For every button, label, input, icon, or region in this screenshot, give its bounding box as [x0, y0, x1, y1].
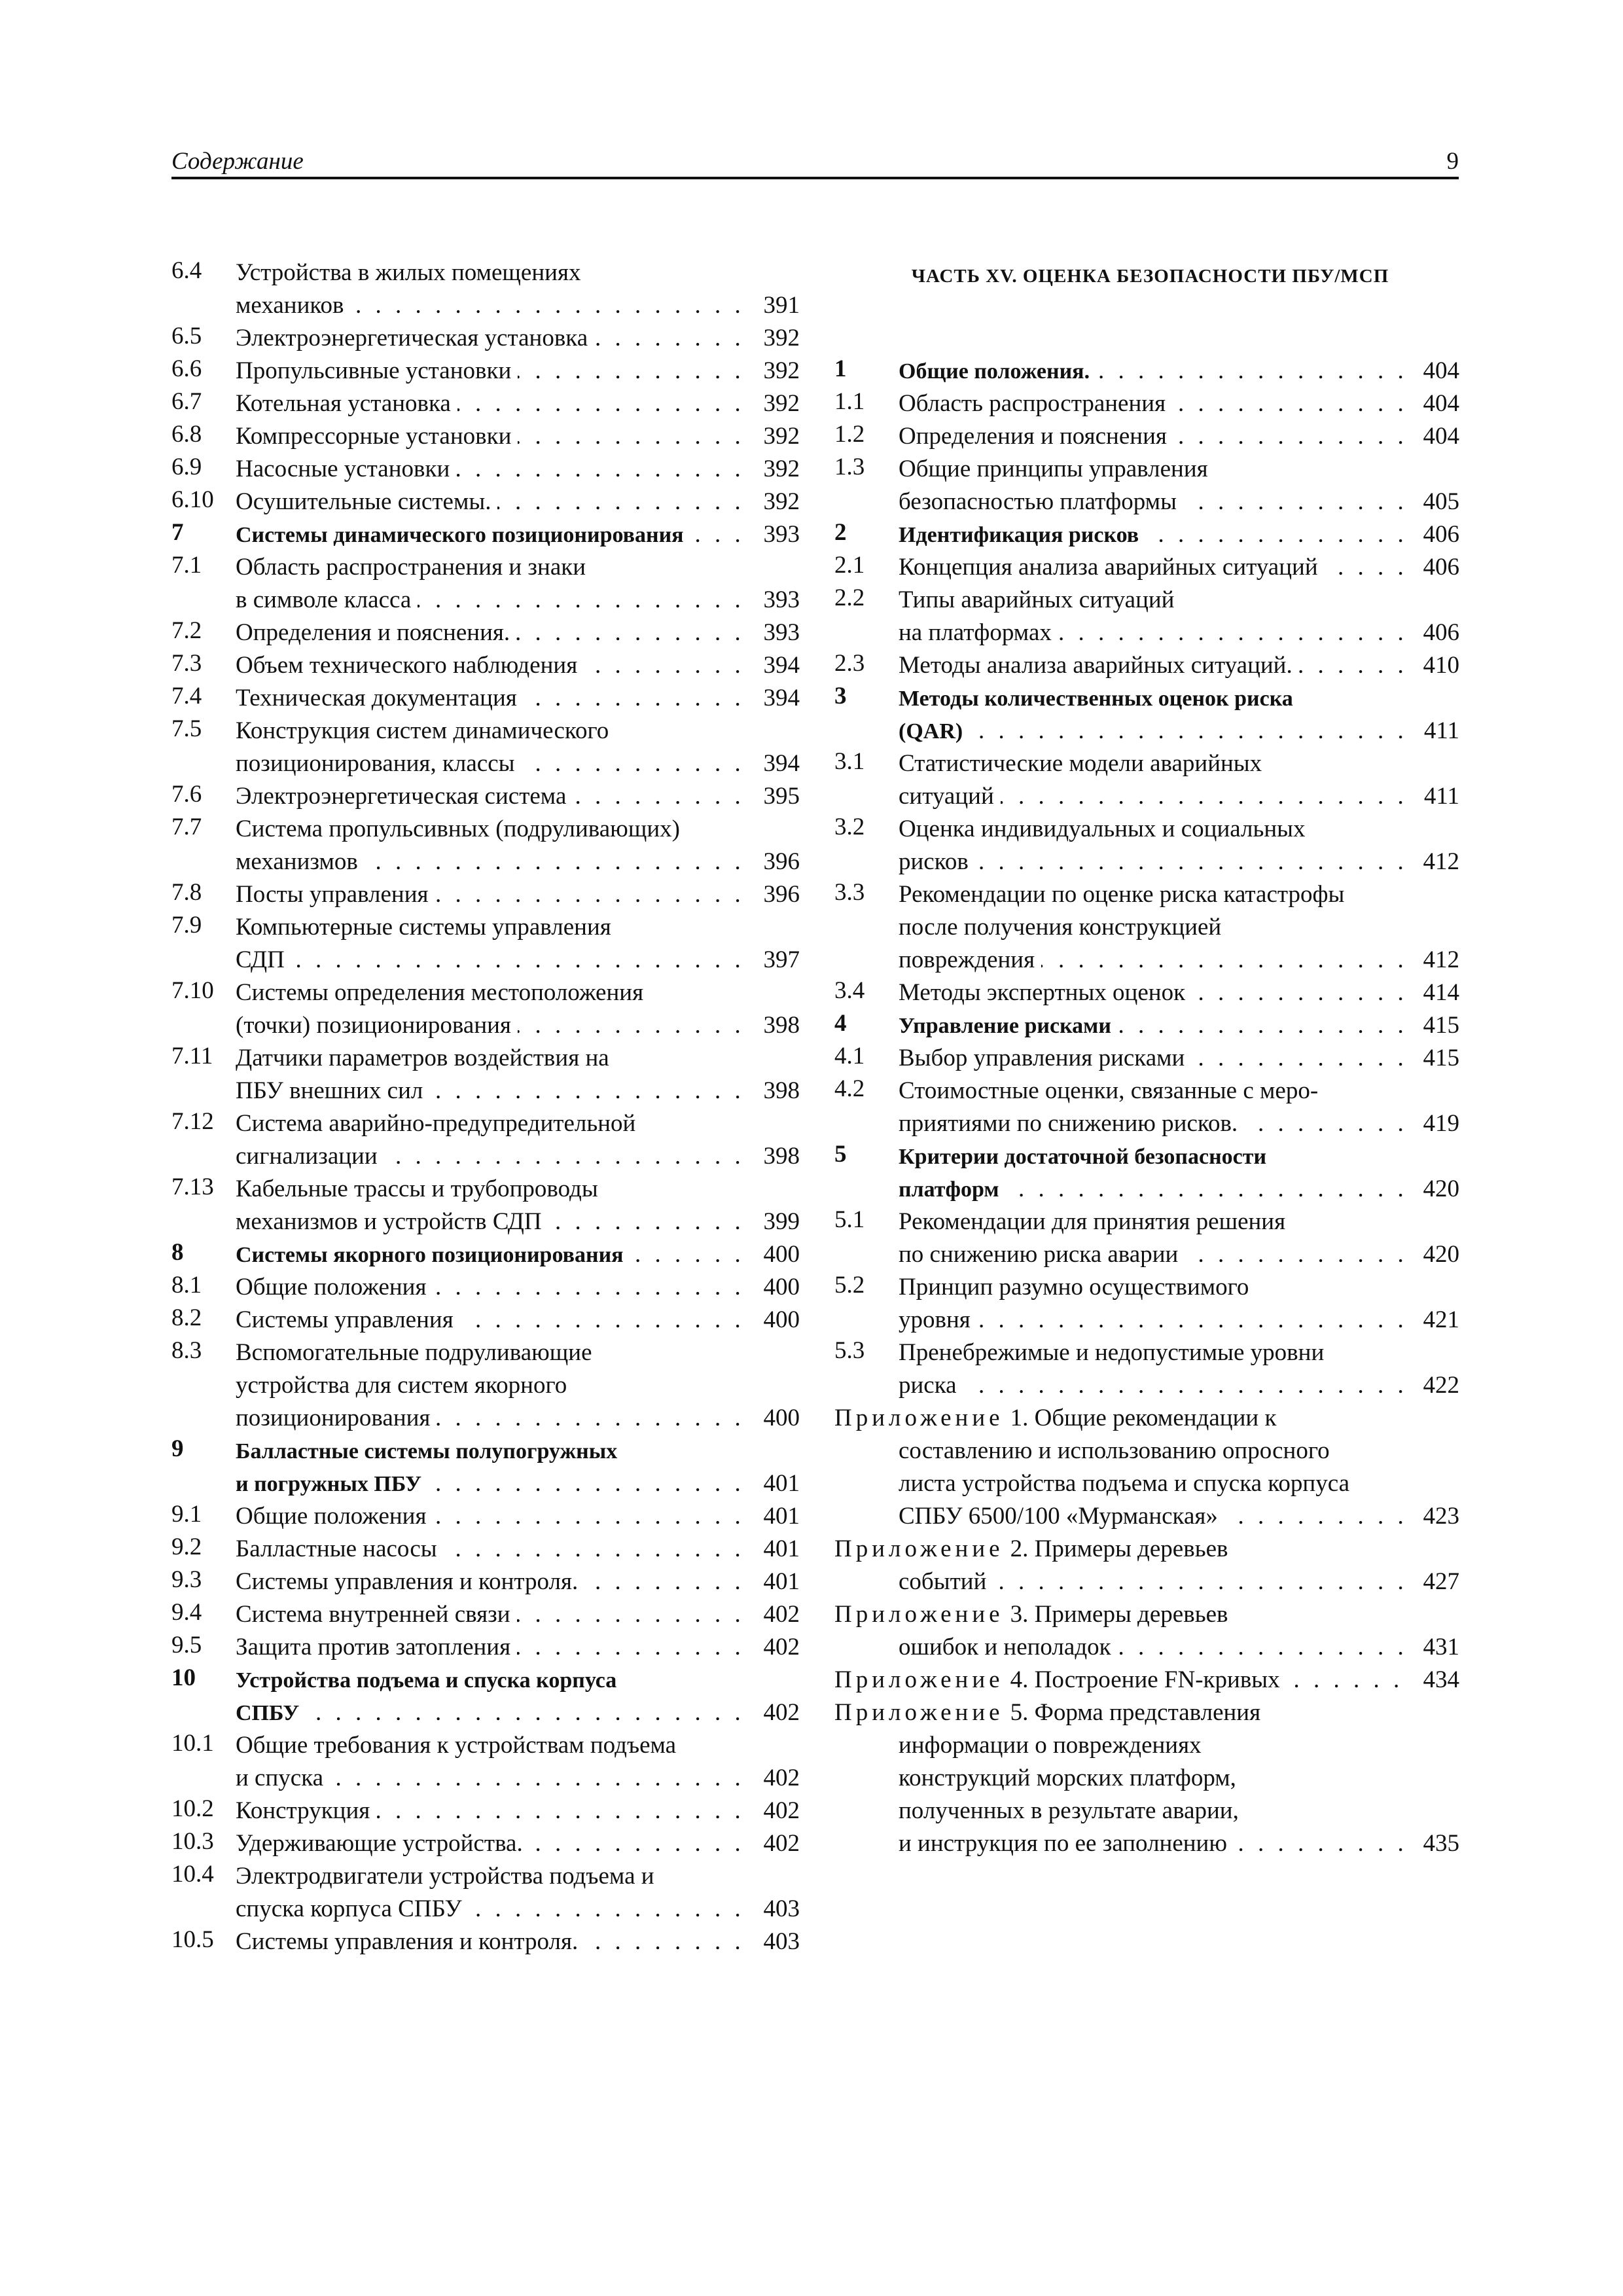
- toc-entry[interactable]: [171, 1107, 800, 1173]
- toc-page-number: 396: [756, 846, 800, 878]
- toc-entry-number: 8.2: [171, 1304, 202, 1331]
- toc-entry-title: Насосные установки: [236, 456, 456, 482]
- toc-entry-number: 7.5: [171, 715, 202, 742]
- part-title: ЧАСТЬ XV. ОЦЕНКА БЕЗОПАСНОСТИ ПБУ/МСП: [911, 266, 1389, 287]
- toc-entry-title: Системы динамического позиционирования: [236, 523, 690, 547]
- toc-entry[interactable]: [171, 518, 800, 551]
- appendix-title: 3. Примеры деревьев: [1010, 1601, 1228, 1628]
- toc-entry-title: Система пропульсивных (подруливающих): [236, 816, 680, 842]
- toc-entry[interactable]: [834, 977, 1459, 1009]
- toc-entry-title: Область распространения: [899, 390, 1172, 417]
- toc-page-number: 403: [756, 1926, 800, 1958]
- toc-entry-title: безопасностью платформы: [899, 488, 1183, 515]
- running-header: [171, 141, 1459, 180]
- toc-entry-title: Устройства в жилых помещениях: [236, 259, 581, 286]
- toc-page-number: 392: [756, 322, 800, 355]
- toc-entry[interactable]: [834, 1206, 1459, 1271]
- toc-entry-title: Электроэнергетическая установка: [236, 325, 594, 351]
- toc-entry-number: 7.6: [171, 781, 202, 808]
- toc-entry[interactable]: [834, 420, 1459, 453]
- toc-entry-number: 4.1: [834, 1043, 865, 1069]
- toc-entry-title: механизмов и устройств СДП: [236, 1208, 548, 1235]
- toc-entry[interactable]: [834, 1042, 1459, 1075]
- toc-entry-number: 7.11: [171, 1043, 213, 1069]
- toc-page-number: 398: [756, 1140, 800, 1173]
- toc-entry-title: Кабельные трассы и трубопроводы: [236, 1175, 598, 1202]
- toc-entry-number: 6.8: [171, 421, 202, 448]
- toc-entry-title: по снижению риска аварии: [899, 1241, 1185, 1268]
- toc-entry-number: 8.3: [171, 1337, 202, 1364]
- toc-entry-number: 1.1: [834, 388, 865, 415]
- appendix-title: событий: [899, 1568, 993, 1595]
- toc-entry-title: (QAR): [899, 719, 969, 744]
- toc-entry-title: и погружных ПБУ: [236, 1472, 428, 1496]
- toc-entry-title: после получения конструкцией: [899, 914, 1222, 941]
- toc-entry-number: 9.4: [171, 1599, 202, 1626]
- toc-entry-title: Конструкция систем динамического: [236, 717, 609, 744]
- toc-entry[interactable]: [171, 1238, 800, 1271]
- toc-entry[interactable]: [171, 1500, 800, 1533]
- toc-entry-title: повреждения: [899, 946, 1041, 973]
- appendix-title: ошибок и неполадок: [899, 1634, 1118, 1660]
- toc-entry[interactable]: [171, 1533, 800, 1566]
- appendix-label: Приложение: [834, 1535, 1004, 1562]
- toc-entry-number: 4.2: [834, 1075, 865, 1102]
- toc-entry[interactable]: [834, 453, 1459, 518]
- appendix-title: полученных в результате аварии,: [899, 1797, 1239, 1824]
- toc-page-number: 410: [1416, 649, 1460, 682]
- toc-page-number: 423: [1416, 1500, 1460, 1533]
- toc-entry-title: Система аварийно-предупредительной: [236, 1110, 636, 1137]
- toc-entry[interactable]: [171, 977, 800, 1042]
- toc-page-number: 401: [756, 1500, 800, 1533]
- toc-entry-number: 10: [171, 1664, 196, 1691]
- toc-entry-title: сигнализации: [236, 1143, 384, 1170]
- toc-entry[interactable]: [171, 1664, 800, 1729]
- toc-entry-number: 7.3: [171, 650, 202, 677]
- appendix-title: информации о повреждениях: [899, 1732, 1202, 1759]
- toc-page-number: 393: [756, 584, 800, 617]
- toc-entry[interactable]: [171, 1729, 800, 1795]
- toc-entry-title: Типы аварийных ситуаций: [899, 586, 1175, 613]
- toc-entry-number: 6.7: [171, 388, 202, 415]
- toc-entry[interactable]: [171, 355, 800, 387]
- toc-entry-number: 3.4: [834, 977, 865, 1004]
- toc-page-number: 415: [1416, 1009, 1460, 1042]
- toc-page-number: 401: [756, 1533, 800, 1566]
- toc-entry-number: 7.7: [171, 814, 202, 840]
- toc-page-number: 431: [1416, 1631, 1460, 1664]
- toc-entry-number: 3: [834, 683, 847, 709]
- toc-entry-title: Критерии достаточной безопасности: [899, 1145, 1267, 1169]
- toc-page-number: 400: [756, 1238, 800, 1271]
- toc-page-number: 422: [1416, 1369, 1460, 1402]
- toc-entry-title: ПБУ внешних сил: [236, 1077, 429, 1104]
- toc-entry-title: Общие положения: [236, 1503, 433, 1530]
- toc-entry[interactable]: [171, 780, 800, 813]
- toc-entry-number: 7: [171, 519, 184, 546]
- toc-entry-title: Посты управления: [236, 881, 435, 908]
- toc-entry[interactable]: [834, 1140, 1459, 1206]
- toc-entry-number: 10.1: [171, 1730, 214, 1757]
- toc-page-number: 412: [1416, 846, 1460, 878]
- toc-page-number: 398: [756, 1009, 800, 1042]
- toc-page-number: 402: [756, 1795, 800, 1827]
- toc-entry-title: СДП: [236, 946, 291, 973]
- toc-entry-title: Котельная установка: [236, 390, 457, 417]
- toc-entry-number: 5.3: [834, 1337, 865, 1364]
- toc-page-number: 392: [756, 420, 800, 453]
- toc-entry[interactable]: [834, 1009, 1459, 1042]
- toc-entry[interactable]: [171, 1173, 800, 1238]
- toc-entry-number: 7.13: [171, 1174, 214, 1200]
- toc-entry-title: Техническая документация: [236, 685, 524, 711]
- toc-page-number: 406: [1416, 518, 1460, 551]
- toc-page-number: 400: [756, 1402, 800, 1435]
- toc-entry-title: Рекомендации по оценке риска катастрофы: [899, 881, 1345, 908]
- toc-entry[interactable]: [834, 682, 1459, 747]
- toc-entry-title: Общие требования к устройствам подъема: [236, 1732, 677, 1759]
- appendix-title: и инструкция по ее заполнению: [899, 1830, 1234, 1857]
- toc-entry-title: риска: [899, 1372, 963, 1399]
- toc-entry-title: Балластные насосы: [236, 1535, 444, 1562]
- toc-entry-title: приятиями по снижению рисков.: [899, 1110, 1244, 1137]
- toc-appendix[interactable]: [834, 1664, 1459, 1696]
- toc-entry[interactable]: [171, 617, 800, 649]
- toc-page-number: 402: [756, 1598, 800, 1631]
- toc-page-number: 404: [1416, 420, 1460, 453]
- toc-entry-title: Объем технического наблюдения: [236, 652, 584, 679]
- toc-page-number: 403: [756, 1893, 800, 1926]
- toc-page-number: 411: [1416, 715, 1459, 747]
- toc-entry-title: Электроэнергетическая система: [236, 783, 573, 810]
- toc-entry-number: 7.2: [171, 617, 202, 644]
- toc-entry[interactable]: [171, 453, 800, 486]
- toc-entry[interactable]: [171, 257, 800, 322]
- toc-entry[interactable]: [171, 420, 800, 453]
- toc-entry[interactable]: [171, 322, 800, 355]
- toc-entry-title: Определения и пояснения: [899, 423, 1173, 450]
- toc-entry-title: ситуаций: [899, 783, 1001, 810]
- toc-page-number: 406: [1416, 551, 1460, 584]
- toc-entry-title: Электродвигатели устройства подъема и: [236, 1863, 654, 1890]
- toc-entry-title: Принцип разумно осуществимого: [899, 1274, 1249, 1300]
- toc-entry[interactable]: [834, 387, 1459, 420]
- toc-page-number: 427: [1416, 1566, 1460, 1598]
- toc-entry-number: 1.2: [834, 421, 865, 448]
- toc-page-number: 401: [756, 1467, 800, 1500]
- toc-entry-number: 9.2: [171, 1534, 202, 1560]
- toc-page-number: 400: [756, 1304, 800, 1336]
- toc-entry-number: 2: [834, 519, 847, 546]
- toc-entry-title: Общие принципы управления: [899, 456, 1208, 482]
- toc-entry-number: 3.1: [834, 748, 865, 775]
- toc-entry-title: Определения и пояснения.: [236, 619, 516, 646]
- toc-entry-title: (точки) позиционирования: [236, 1012, 518, 1039]
- toc-entry-number: 10.2: [171, 1795, 214, 1822]
- toc-entry[interactable]: [834, 1075, 1459, 1140]
- toc-page-number: 394: [756, 682, 800, 715]
- toc-entry[interactable]: [171, 486, 800, 518]
- toc-entry[interactable]: [834, 1336, 1459, 1402]
- appendix-title: 5. Форма представления: [1010, 1699, 1261, 1726]
- toc-entry[interactable]: [171, 715, 800, 780]
- toc-entry-number: 1.3: [834, 454, 865, 480]
- appendix-title: 2. Примеры деревьев: [1010, 1535, 1228, 1562]
- toc-entry-number: 5.2: [834, 1272, 865, 1299]
- toc-right-entries: [834, 355, 1459, 1402]
- toc-entry[interactable]: [171, 1336, 800, 1435]
- toc-entry-title: спуска корпуса СПБУ: [236, 1895, 469, 1922]
- toc-entry-number: 7.8: [171, 879, 202, 906]
- toc-page-number: 421: [1416, 1304, 1460, 1336]
- toc-entry-title: Системы определения местоположения: [236, 979, 644, 1006]
- toc-entry-title: Методы количественных оценок риска: [899, 687, 1293, 711]
- toc-page-number: 404: [1416, 355, 1460, 387]
- toc-entry-number: 6.10: [171, 486, 214, 513]
- toc-entry-title: Пропульсивные установки: [236, 357, 518, 384]
- toc-entry-title: уровня: [899, 1306, 977, 1333]
- toc-entry-number: 6.6: [171, 355, 202, 382]
- toc-entry-title: на платформах: [899, 619, 1058, 646]
- toc-page-number: 392: [756, 387, 800, 420]
- toc-entry-title: устройства для систем якорного: [236, 1372, 567, 1399]
- toc-page-number: 412: [1416, 944, 1460, 977]
- toc-entry-title: Общие положения: [236, 1274, 433, 1300]
- toc-entry-title: Удерживающие устройства.: [236, 1830, 529, 1857]
- appendix-label: Приложение: [834, 1405, 1004, 1431]
- toc-entry[interactable]: [171, 878, 800, 911]
- toc-entry-title: позиционирования: [236, 1405, 437, 1431]
- toc-appendix[interactable]: [834, 1598, 1459, 1664]
- toc-appendix[interactable]: [834, 1402, 1459, 1533]
- toc-entry[interactable]: [171, 1926, 800, 1958]
- toc-entry-title: Методы экспертных оценок: [899, 979, 1192, 1006]
- toc-entry-title: Система внутренней связи: [236, 1601, 517, 1628]
- toc-entry-title: и спуска: [236, 1765, 330, 1791]
- header-page-number: 9: [1446, 148, 1459, 175]
- toc-entry-title: механизмов: [236, 848, 365, 875]
- toc-page-number: 419: [1416, 1107, 1460, 1140]
- appendix-title: 1. Общие рекомендации к: [1010, 1405, 1277, 1431]
- toc-entry[interactable]: [171, 1566, 800, 1598]
- toc-entry-number: 3.3: [834, 879, 865, 906]
- toc-entry-title: Компьютерные системы управления: [236, 914, 611, 941]
- toc-entry[interactable]: [171, 1827, 800, 1860]
- toc-page-number: 435: [1416, 1827, 1460, 1860]
- toc-entry-title: Системы управления: [236, 1306, 460, 1333]
- toc-entry-title: механиков: [236, 292, 350, 319]
- header-rule: [171, 177, 1459, 179]
- toc-entry-number: 10.4: [171, 1861, 214, 1888]
- toc-page-number: 402: [756, 1631, 800, 1664]
- toc-page-number: 392: [756, 453, 800, 486]
- toc-entry-title: Оценка индивидуальных и социальных: [899, 816, 1306, 842]
- toc-entry-number: 6.4: [171, 257, 202, 284]
- toc-entry-number: 9.5: [171, 1632, 202, 1659]
- toc-appendix[interactable]: [834, 1533, 1459, 1598]
- toc-entry-title: платформ: [899, 1177, 1006, 1202]
- toc-entry[interactable]: [171, 1860, 800, 1926]
- toc-page-number: 391: [756, 289, 800, 322]
- toc-entry-title: Пренебрежимые и недопустимые уровни: [899, 1339, 1325, 1366]
- toc-page-number: 395: [756, 780, 800, 813]
- toc-entry-number: 3.2: [834, 814, 865, 840]
- toc-entry[interactable]: [171, 551, 800, 617]
- toc-entry[interactable]: [834, 355, 1459, 387]
- toc-entry-number: 7.10: [171, 977, 214, 1004]
- toc-entry-number: 9: [171, 1435, 184, 1462]
- toc-entry[interactable]: [171, 387, 800, 420]
- toc-page-number: 434: [1416, 1664, 1460, 1696]
- toc-page-number: 400: [756, 1271, 800, 1304]
- appendix-title: листа устройства подъема и спуска корпуса: [899, 1470, 1349, 1497]
- toc-entry-title: Компрессорные установки: [236, 423, 518, 450]
- toc-entry-title: Защита против затопления: [236, 1634, 517, 1660]
- toc-entry[interactable]: [171, 682, 800, 715]
- toc-entry-title: Балластные системы полупогружных: [236, 1439, 618, 1463]
- toc-appendix[interactable]: [834, 1696, 1459, 1860]
- toc-entry-title: Методы анализа аварийных ситуаций.: [899, 652, 1299, 679]
- toc-entry-title: Конструкция: [236, 1797, 376, 1824]
- appendix-title: 4. Построение FN-кривых: [1010, 1666, 1287, 1693]
- appendix-title: конструкций морских платформ,: [899, 1765, 1236, 1791]
- toc-page-number: 420: [1416, 1238, 1460, 1271]
- toc-entry[interactable]: [834, 878, 1459, 977]
- toc-entry-title: Осушительные системы.: [236, 488, 497, 515]
- toc-entry[interactable]: [834, 813, 1459, 878]
- toc-entry[interactable]: [834, 518, 1459, 551]
- toc-page-number: 396: [756, 878, 800, 911]
- toc-entry-title: позиционирования, классы: [236, 750, 522, 777]
- toc-page-number: 402: [756, 1696, 800, 1729]
- toc-page-number: 402: [756, 1762, 800, 1795]
- toc-entry[interactable]: [834, 649, 1459, 682]
- toc-entry[interactable]: [171, 813, 800, 878]
- toc-page-number: 401: [756, 1566, 800, 1598]
- toc-entry-title: СПБУ: [236, 1701, 306, 1725]
- toc-entry-number: 6.5: [171, 323, 202, 350]
- toc-entry-title: Системы управления и контроля.: [236, 1928, 584, 1955]
- toc-page-number: 405: [1416, 486, 1460, 518]
- toc-left-column: [171, 257, 800, 1958]
- toc-page-number: 392: [756, 486, 800, 518]
- toc-page-number: 394: [756, 747, 800, 780]
- toc-page-number: 402: [756, 1827, 800, 1860]
- toc-page-number: 394: [756, 649, 800, 682]
- toc-entry-number: 10.3: [171, 1828, 214, 1855]
- appendix-label: Приложение: [834, 1601, 1004, 1628]
- header-title: Содержание: [171, 148, 304, 175]
- toc-right-column: [834, 257, 1459, 1860]
- toc-entry-title: Датчики параметров воздействия на: [236, 1045, 609, 1071]
- toc-entry[interactable]: [171, 1304, 800, 1336]
- toc-entry[interactable]: [834, 747, 1459, 813]
- toc-page-number: 399: [756, 1206, 800, 1238]
- toc-entry-number: 10.5: [171, 1926, 214, 1953]
- toc-entry-title: Концепция анализа аварийных ситуаций: [899, 554, 1325, 581]
- toc-entry-title: Системы управления и контроля.: [236, 1568, 584, 1595]
- appendix-title: СПБУ 6500/100 «Мурманская»: [899, 1503, 1224, 1530]
- toc-entry[interactable]: [171, 1042, 800, 1107]
- toc-entry-title: Стоимостные оценки, связанные с меро-: [899, 1077, 1319, 1104]
- toc-entry-number: 6.9: [171, 454, 202, 480]
- toc-appendices: [834, 1402, 1459, 1860]
- toc-entry[interactable]: [171, 1631, 800, 1664]
- toc-entry-number: 7.1: [171, 552, 202, 579]
- toc-entry[interactable]: [171, 1271, 800, 1304]
- toc-entry[interactable]: [171, 649, 800, 682]
- toc-entry-number: 5.1: [834, 1206, 865, 1233]
- toc-entry-number: 7.4: [171, 683, 202, 709]
- appendix-label: Приложение: [834, 1666, 1010, 1693]
- toc-entry-title: Область распространения и знаки: [236, 554, 586, 581]
- appendix-label: Приложение: [834, 1699, 1004, 1726]
- appendix-title: составлению и использованию опросного: [899, 1437, 1330, 1464]
- toc-entry-title: Устройства подъема и спуска корпуса: [236, 1668, 617, 1693]
- toc-page-number: 397: [756, 944, 800, 977]
- toc-entry[interactable]: [171, 911, 800, 977]
- toc-entry-title: Общие положения.: [899, 359, 1096, 384]
- toc-entry-number: 8: [171, 1239, 184, 1266]
- toc-entry-number: 5: [834, 1141, 847, 1168]
- toc-entry-number: 4: [834, 1010, 847, 1037]
- toc-entry[interactable]: [834, 1271, 1459, 1336]
- toc-entry-title: Рекомендации для принятия решения: [899, 1208, 1286, 1235]
- toc-entry-title: Выбор управления рисками: [899, 1045, 1191, 1071]
- toc-page-number: 420: [1416, 1173, 1460, 1206]
- toc-entry[interactable]: [834, 551, 1459, 584]
- toc-page-number: 414: [1416, 977, 1460, 1009]
- toc-page-number: 411: [1416, 780, 1459, 813]
- toc-entry-number: 7.9: [171, 912, 202, 939]
- toc-entry-title: Вспомогательные подруливающие: [236, 1339, 592, 1366]
- toc-page-number: 404: [1416, 387, 1460, 420]
- toc-entry[interactable]: [171, 1598, 800, 1631]
- toc-entry-number: 2.1: [834, 552, 865, 579]
- toc-entry-title: в символе класса: [236, 586, 418, 613]
- toc-page-number: 393: [756, 617, 800, 649]
- toc-entry[interactable]: [171, 1435, 800, 1500]
- toc-entry-number: 1: [834, 355, 847, 382]
- toc-entry-number: 9.1: [171, 1501, 202, 1528]
- toc-entry-number: 7.12: [171, 1108, 214, 1135]
- toc-entry-number: 9.3: [171, 1566, 202, 1593]
- toc-entry-title: рисков: [899, 848, 975, 875]
- toc-entry-title: Управление рисками: [899, 1014, 1118, 1038]
- toc-page-number: 406: [1416, 617, 1460, 649]
- toc-page-number: 398: [756, 1075, 800, 1107]
- toc-entry[interactable]: [834, 584, 1459, 649]
- toc-entry-title: Системы якорного позиционирования: [236, 1243, 630, 1267]
- toc-entry-number: 8.1: [171, 1272, 202, 1299]
- toc-entry-number: 2.2: [834, 584, 865, 611]
- toc-entry[interactable]: [171, 1795, 800, 1827]
- toc-page-number: 393: [756, 518, 800, 551]
- toc-entry-number: 2.3: [834, 650, 865, 677]
- toc-page-number: 392: [756, 355, 800, 387]
- toc-entry-title: Идентификация рисков: [899, 523, 1145, 547]
- toc-page-number: 415: [1416, 1042, 1460, 1075]
- toc-entry-title: Статистические модели аварийных: [899, 750, 1262, 777]
